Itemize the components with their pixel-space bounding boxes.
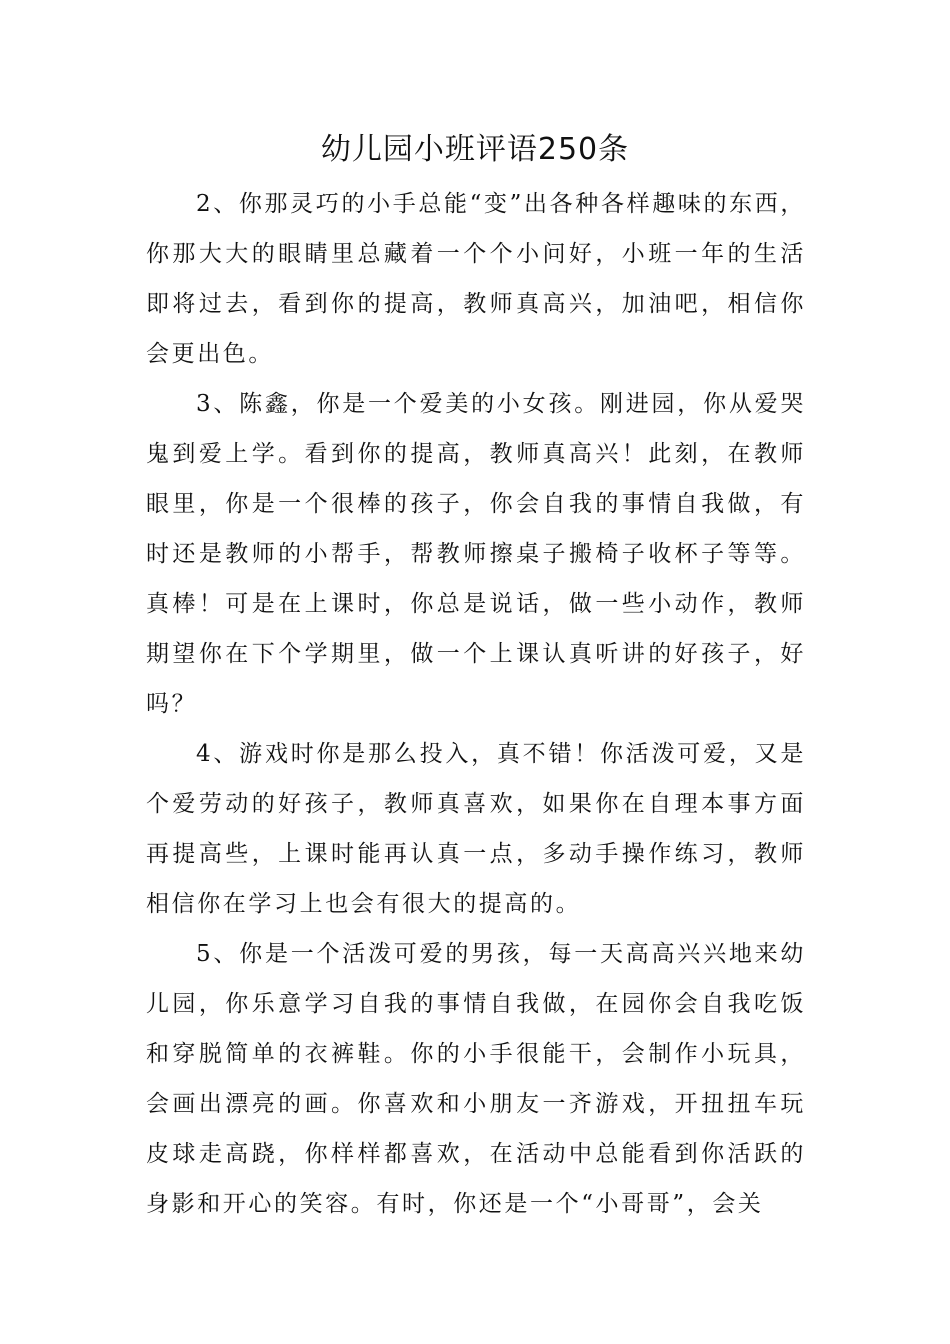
paragraph-5: 5、你是一个活泼可爱的男孩，每一天高高兴兴地来幼儿园，你乐意学习自我的事情自我做，在园你会自我吃饭和穿脱简单的衣裤鞋。你的小手很能干，会制作小玩具，会画出漂亮的画。你喜欢和小朋友一齐游戏，开扭扭车玩皮球走高跷，你样样都喜欢，在活动中总能看到你活跃的身影和开心的笑容。有时，你还是一个“小哥哥”，会关 xyxy=(146,941,806,1217)
paragraph-4: 4、游戏时你是那么投入，真不错！你活泼可爱，又是个爱劳动的好孩子，教师真喜欢，如果你在自理本事方面再提高些，上课时能再认真一点，多动手操作练习，教师相信你在学习上也会有很大的提高的。 xyxy=(146,741,806,917)
document-body xyxy=(146,179,806,1229)
document-title: 幼儿园小班评语250条 xyxy=(320,132,630,167)
paragraph-2: 2、你那灵巧的小手总能“变”出各种各样趣味的东西，你那大大的眼睛里总藏着一个个小问好，小班一年的生活即将过去，看到你的提高，教师真高兴，加油吧，相信你会更出色。 xyxy=(146,191,806,367)
paragraph-3: 3、陈鑫，你是一个爱美的小女孩。刚进园，你从爱哭鬼到爱上学。看到你的提高，教师真高兴！此刻，在教师眼里，你是一个很棒的孩子，你会自我的事情自我做，有时还是教师的小帮手，帮教师擦桌子搬椅子收杯子等等。真棒！可是在上课时，你总是说话，做一些小动作，教师期望你在下个学期里，做一个上课认真听讲的好孩子，好吗？ xyxy=(146,391,806,717)
